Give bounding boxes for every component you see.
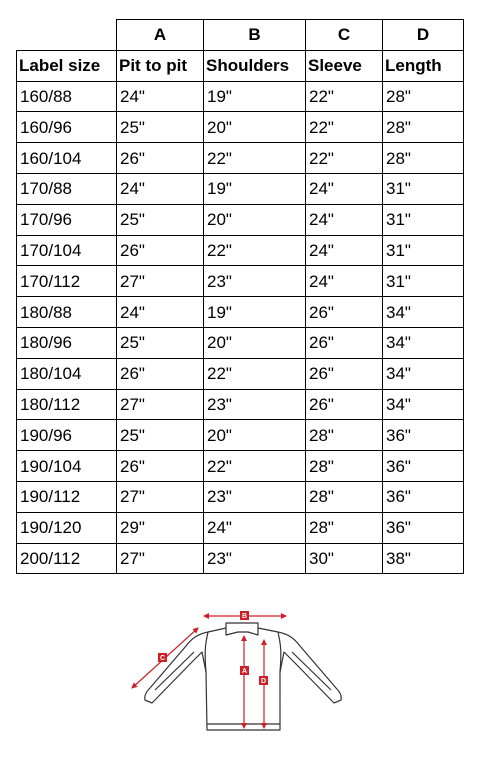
badge-d [259, 676, 268, 685]
pit-to-pit-cell: 24" [117, 173, 204, 204]
shoulders-cell: 19" [204, 297, 306, 328]
letter-c-cell: C [306, 20, 383, 51]
label-size-cell: 200/112 [17, 543, 117, 574]
length-cell: 34" [383, 297, 464, 328]
length-cell: 28" [383, 81, 464, 112]
table-row [17, 112, 464, 143]
shoulders-cell: 19" [204, 81, 306, 112]
label-size-cell: 170/96 [17, 204, 117, 235]
shoulders-cell: 20" [204, 420, 306, 451]
length-cell: 34" [383, 389, 464, 420]
shoulders-cell: 22" [204, 235, 306, 266]
length-cell: 31" [383, 173, 464, 204]
shoulders-cell: 24" [204, 512, 306, 543]
shoulders-cell: 22" [204, 451, 306, 482]
blank-corner-cell [17, 20, 117, 51]
label-size-cell: 160/88 [17, 81, 117, 112]
header-pit-to-pit: Pit to pit [117, 50, 204, 81]
sleeve-cell: 26" [306, 389, 383, 420]
letter-d-cell: D [383, 20, 464, 51]
shoulders-cell: 23" [204, 266, 306, 297]
label-size-cell: 190/104 [17, 451, 117, 482]
sleeve-cell: 22" [306, 143, 383, 174]
sleeve-cell: 24" [306, 173, 383, 204]
pit-to-pit-cell: 27" [117, 266, 204, 297]
table-row [17, 481, 464, 512]
label-size-cell: 180/88 [17, 297, 117, 328]
label-size-cell: 170/104 [17, 235, 117, 266]
length-cell: 36" [383, 451, 464, 482]
label-size-cell: 160/96 [17, 112, 117, 143]
sleeve-cell: 22" [306, 81, 383, 112]
length-cell: 38" [383, 543, 464, 574]
shoulders-cell: 19" [204, 173, 306, 204]
measurement-letter-row [17, 20, 464, 51]
letter-b-cell: B [204, 20, 306, 51]
label-size-cell: 180/112 [17, 389, 117, 420]
pit-to-pit-cell: 27" [117, 481, 204, 512]
pit-to-pit-cell: 24" [117, 81, 204, 112]
pit-to-pit-cell: 26" [117, 358, 204, 389]
pit-to-pit-cell: 26" [117, 235, 204, 266]
sleeve-cell: 28" [306, 420, 383, 451]
sleeve-cell: 30" [306, 543, 383, 574]
length-cell: 36" [383, 420, 464, 451]
label-size-cell: 180/96 [17, 327, 117, 358]
table-row [17, 173, 464, 204]
pit-to-pit-cell: 27" [117, 543, 204, 574]
pit-to-pit-cell: 29" [117, 512, 204, 543]
shoulders-cell: 20" [204, 204, 306, 235]
badge-b [240, 611, 249, 620]
letter-a-cell: A [117, 20, 204, 51]
label-size-cell: 190/112 [17, 481, 117, 512]
pit-to-pit-cell: 26" [117, 143, 204, 174]
table-row [17, 143, 464, 174]
length-cell: 36" [383, 481, 464, 512]
table-row [17, 266, 464, 297]
table-row [17, 543, 464, 574]
svg-text:B: B [241, 613, 248, 620]
length-cell: 34" [383, 358, 464, 389]
length-cell: 31" [383, 235, 464, 266]
header-sleeve: Sleeve [306, 50, 383, 81]
shoulders-cell: 23" [204, 481, 306, 512]
label-size-cell: 180/104 [17, 358, 117, 389]
header-shoulders: Shoulders [204, 50, 306, 81]
shoulders-cell: 20" [204, 112, 306, 143]
sleeve-cell: 24" [306, 204, 383, 235]
table-row [17, 358, 464, 389]
length-cell: 31" [383, 204, 464, 235]
label-size-cell: 160/104 [17, 143, 117, 174]
size-rows [17, 81, 464, 574]
length-cell: 28" [383, 143, 464, 174]
shoulders-cell: 23" [204, 543, 306, 574]
sleeve-cell: 24" [306, 266, 383, 297]
table-row [17, 235, 464, 266]
label-size-cell: 170/112 [17, 266, 117, 297]
sleeve-cell: 26" [306, 327, 383, 358]
table-row [17, 81, 464, 112]
sleeve-cell: 26" [306, 358, 383, 389]
pit-to-pit-cell: 25" [117, 420, 204, 451]
length-cell: 36" [383, 512, 464, 543]
jacket-measurement-diagram [128, 606, 364, 740]
label-size-cell: 190/96 [17, 420, 117, 451]
length-cell: 28" [383, 112, 464, 143]
pit-to-pit-cell: 27" [117, 389, 204, 420]
sleeve-cell: 24" [306, 235, 383, 266]
shoulders-cell: 20" [204, 327, 306, 358]
svg-text:D: D [260, 678, 267, 685]
sleeve-cell: 26" [306, 297, 383, 328]
svg-text:A: A [241, 668, 248, 675]
pit-to-pit-cell: 26" [117, 451, 204, 482]
shoulders-cell: 22" [204, 143, 306, 174]
label-size-cell: 190/120 [17, 512, 117, 543]
table-row [17, 327, 464, 358]
header-length: Length [383, 50, 464, 81]
size-chart-table [16, 19, 464, 574]
shoulders-cell: 22" [204, 358, 306, 389]
table-row [17, 204, 464, 235]
pit-to-pit-cell: 25" [117, 327, 204, 358]
sleeve-cell: 28" [306, 512, 383, 543]
pit-to-pit-cell: 25" [117, 204, 204, 235]
table-row [17, 389, 464, 420]
svg-text:C: C [159, 655, 166, 662]
sleeve-cell: 22" [306, 112, 383, 143]
length-cell: 34" [383, 327, 464, 358]
table-row [17, 451, 464, 482]
table-row [17, 512, 464, 543]
badge-c [158, 653, 167, 662]
sleeve-cell: 28" [306, 451, 383, 482]
table-row [17, 420, 464, 451]
badge-a [240, 666, 249, 675]
sleeve-cell: 28" [306, 481, 383, 512]
jacket-outline [145, 623, 342, 730]
pit-to-pit-cell: 25" [117, 112, 204, 143]
shoulders-cell: 23" [204, 389, 306, 420]
table-row [17, 297, 464, 328]
label-size-cell: 170/88 [17, 173, 117, 204]
header-label-size: Label size [17, 50, 117, 81]
pit-to-pit-cell: 24" [117, 297, 204, 328]
length-cell: 31" [383, 266, 464, 297]
column-header-row [17, 50, 464, 81]
